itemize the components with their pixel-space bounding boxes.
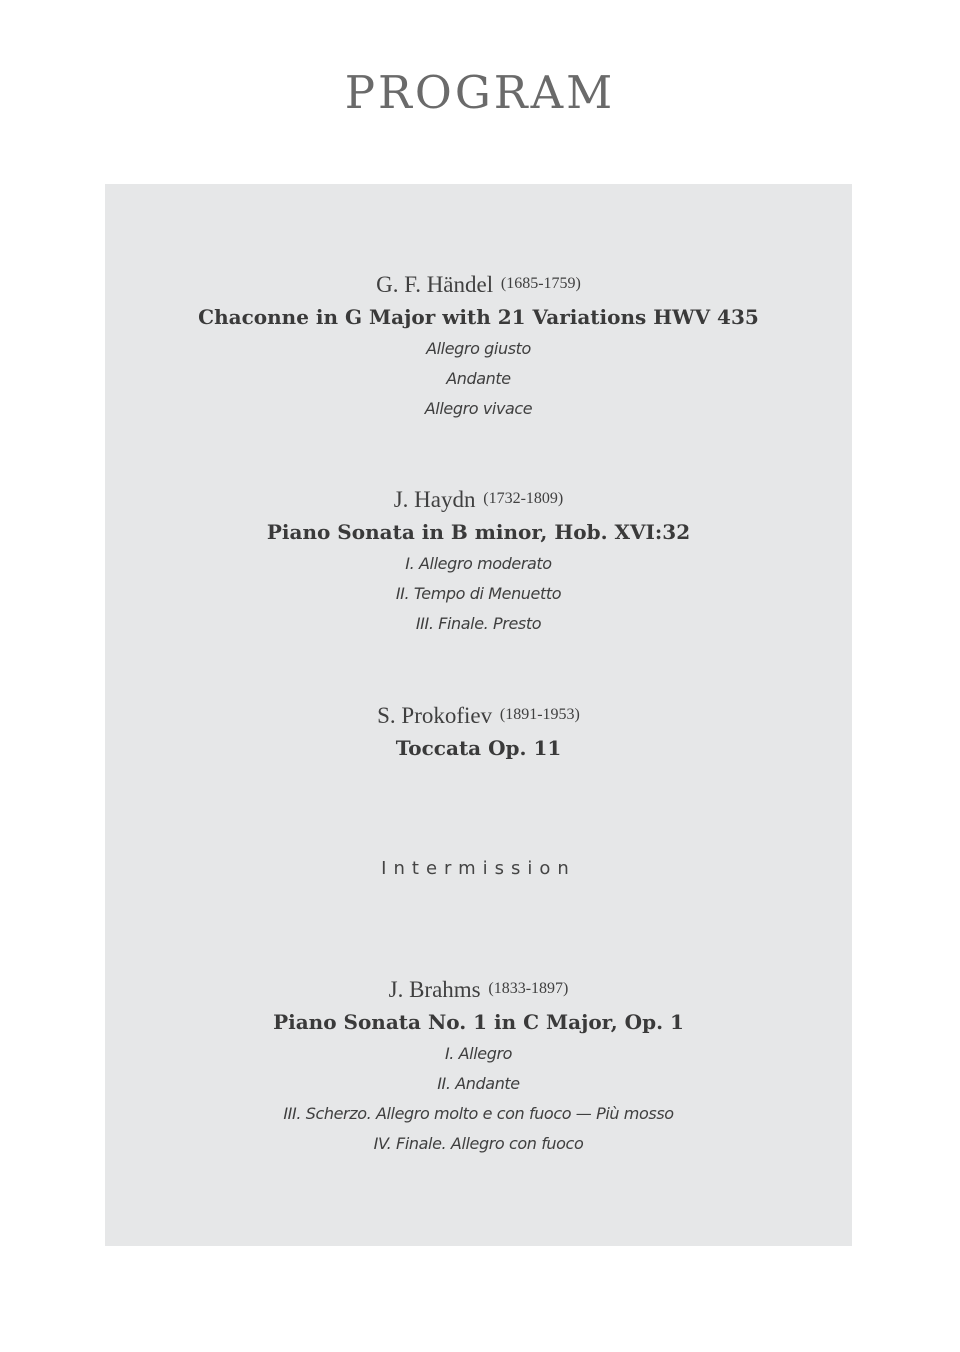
program-item-handel (105, 269, 852, 424)
composer-name: J. Brahms (388, 977, 481, 1002)
work-title: Piano Sonata in B minor, Hob. XVI:32 (266, 520, 691, 544)
movement-list (105, 1039, 852, 1159)
movement: I. Allegro (444, 1044, 513, 1063)
work-title: Piano Sonata No. 1 in C Major, Op. 1 (273, 1010, 684, 1034)
program-item-brahms (105, 974, 852, 1159)
composer-years: (1833-1897) (488, 980, 569, 997)
program-item-prokofiev (105, 700, 852, 765)
movement: II. Andante (437, 1074, 520, 1093)
movement: IV. Finale. Allegro con fuoco (373, 1134, 584, 1153)
composer-name: G. F. Händel (376, 272, 494, 297)
composer-years: (1732-1809) (483, 490, 564, 507)
composer-years: (1891-1953) (499, 706, 580, 723)
movement: Allegro vivace (424, 399, 533, 418)
movement: II. Tempo di Menuetto (395, 584, 562, 603)
movement: Andante (446, 369, 511, 388)
work-title: Chaconne in G Major with 21 Variations HWV 435 (198, 305, 759, 329)
composer-name: S. Prokofiev (377, 703, 493, 728)
movement-list (105, 549, 852, 639)
program-panel (105, 184, 852, 1246)
movement: III. Scherzo. Allegro molto e con fuoco — Più mosso (283, 1104, 674, 1123)
movement: III. Finale. Presto (415, 614, 542, 633)
composer-line (105, 700, 852, 731)
composer-line (105, 269, 852, 300)
movement: Allegro giusto (426, 339, 531, 358)
composer-years: (1685-1759) (500, 275, 581, 292)
composer-line (105, 484, 852, 515)
work-title: Toccata Op. 11 (395, 736, 562, 760)
movement: I. Allegro moderato (405, 554, 552, 573)
program-item-haydn (105, 484, 852, 639)
intermission-label: Intermission (381, 858, 576, 879)
composer-name: J. Haydn (393, 487, 476, 512)
page-title: PROGRAM (344, 66, 616, 119)
movement-list (105, 334, 852, 424)
composer-line (105, 974, 852, 1005)
